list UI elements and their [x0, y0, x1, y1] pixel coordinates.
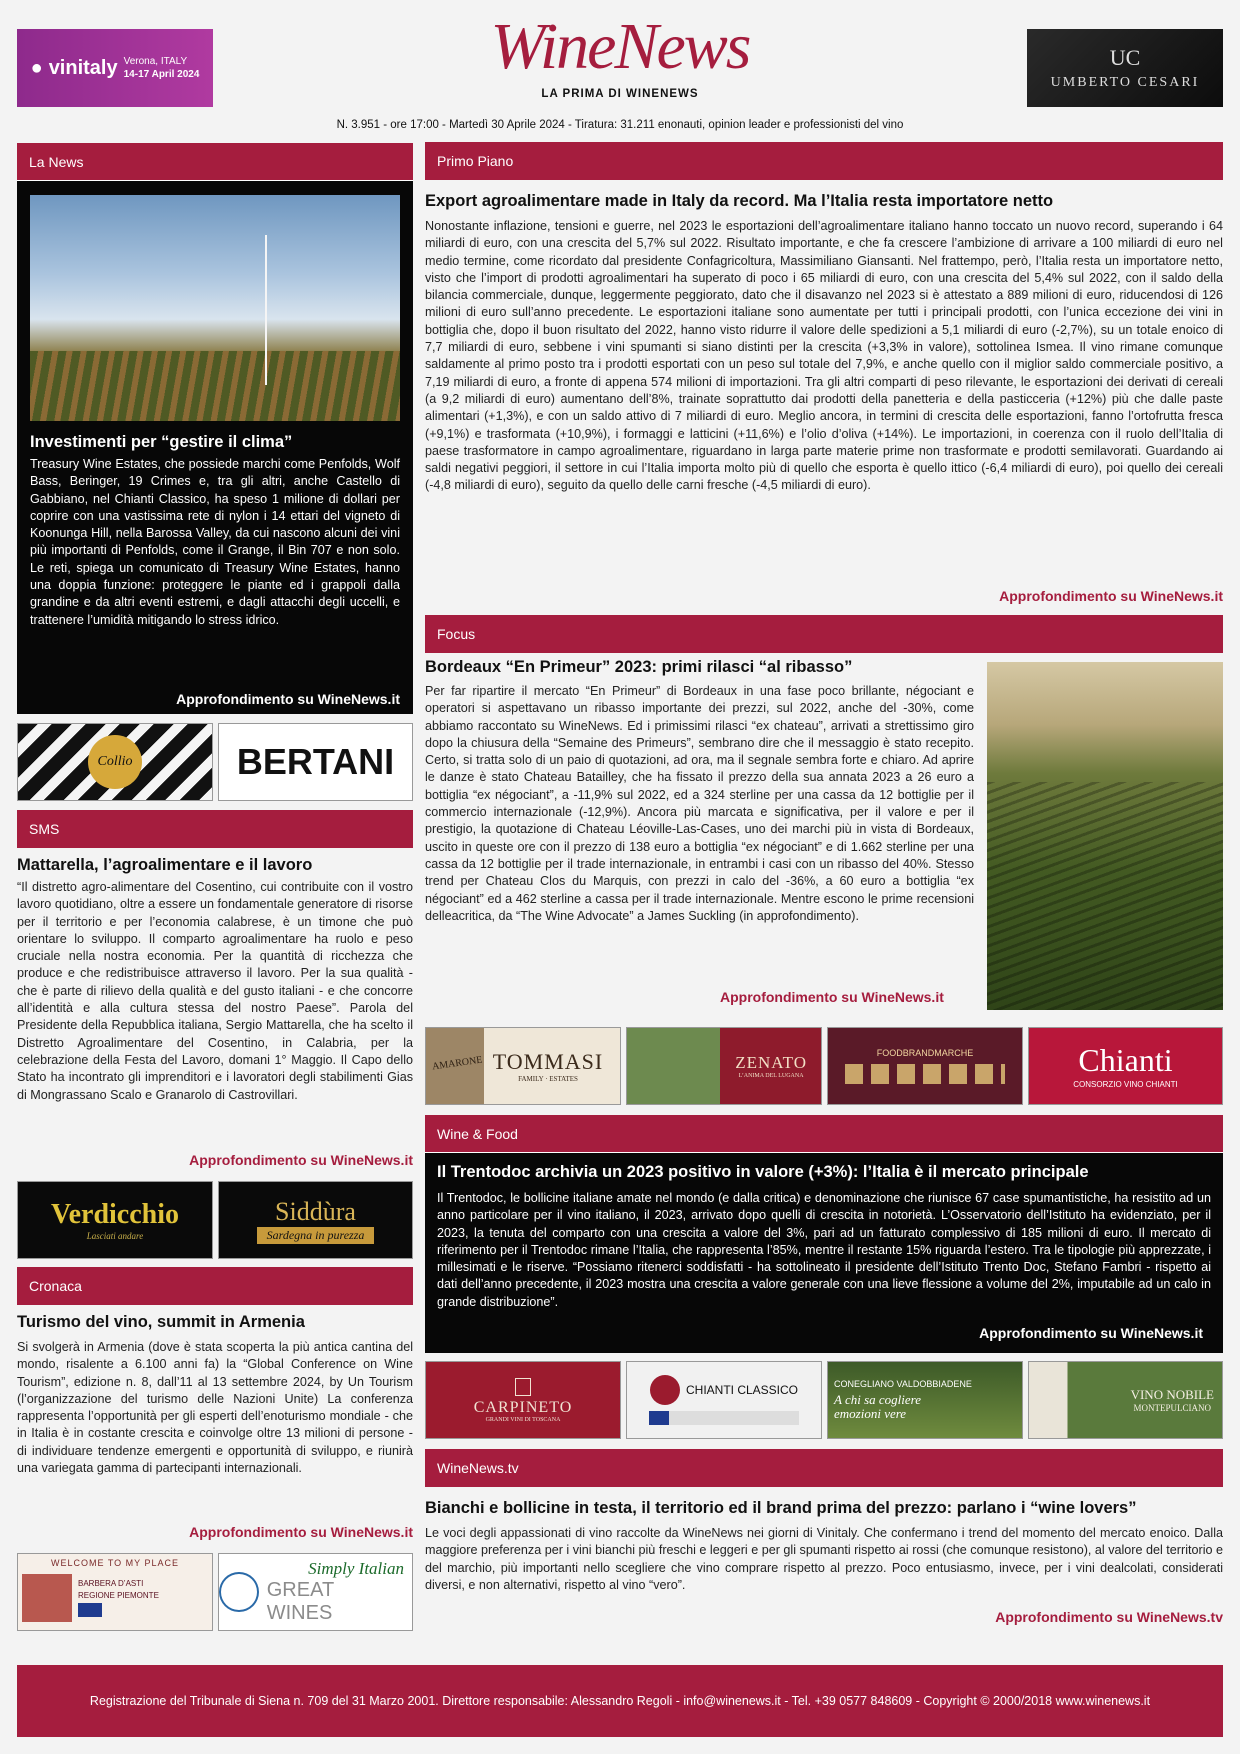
- regione-label: REGIONE PIEMONTE: [78, 1591, 159, 1600]
- eu-funding-icon: [649, 1411, 799, 1425]
- umberto-cesari-ad[interactable]: [1027, 29, 1223, 107]
- tommasi-sub: FAMILY · ESTATES: [518, 1075, 578, 1083]
- sms-section-bar: [17, 810, 413, 848]
- cronaca-body: Si svolgerà in Armenia (dove è stata scoperta la più antica cantina del mondo, risalente a 6.100 anni fa) la “Global Conference on Wine Tourism”, edizione n. 8, dall’11 al 13 settembre 2024, by Un Tourism (l’organizzazione del turismo delle Nazioni Unite) La conferenza rappresenta l’opportunità per gli esperti dell’enoturismo mondiale - che in Italia è in costante crescita e coinvolge oltre 13 milioni di persone - di individuare tendenze emergenti e opportunità di sviluppo, e riunirà una variegata gamma di partecipanti internazionali.: [17, 1340, 413, 1476]
- tv-body: Le voci degli appassionati di vino raccolte da WineNews nei giorni di Vinitaly. Che confermano i trend del momento del mercato enoico. Dalla maggiore preferenza per i vini bianchi più freschi e leggeri e per gli spumanti rispetto ai rossi (che comunque resistono), al valore del territorio e del marchio, più importanti nello scegliere che vino comprare rispetto al prezzo. Poco entusiasmo, invece, per i vini dealcolati, considerati diversi, e non alternativi, rispetto al vino “vero”.: [425, 1526, 1223, 1592]
- lanews-more-link[interactable]: Approfondimento su WineNews.it: [176, 691, 400, 707]
- winefood-section-label: Wine & Food: [437, 1125, 518, 1142]
- verdicchio-sub: Lasciati andare: [86, 1231, 144, 1241]
- zenato-label: ZENATO: [735, 1053, 807, 1072]
- primo-title[interactable]: Export agroalimentare made in Italy da record. Ma l’Italia resta importatore netto: [425, 192, 1054, 210]
- chianti-label: Chianti: [1078, 1041, 1173, 1078]
- lanews-photo: [30, 195, 400, 421]
- winefood-title[interactable]: Il Trentodoc archivia un 2023 positivo in valore (+3%): l’Italia è il mercato principale: [437, 1163, 1089, 1181]
- eu-flag-icon: [78, 1603, 102, 1617]
- focus-title[interactable]: Bordeaux “En Primeur” 2023: primi rilasci “al ribasso”: [425, 658, 853, 676]
- sms-more-link[interactable]: Approfondimento su WineNews.it: [189, 1152, 413, 1168]
- chianti-sub: CONSORZIO VINO CHIANTI: [1073, 1079, 1178, 1089]
- uc-mark: UC: [1109, 45, 1141, 70]
- footer-text: Registrazione del Tribunale di Siena n. 709 del 31 Marzo 2001. Direttore responsabile: Alessandro Regoli - info@winenews.it - Tel. +39 0577 848609 - Copyright © 2000/2018 www.winenews.it: [89, 1694, 1151, 1708]
- cronaca-section-label: Cronaca: [29, 1278, 82, 1294]
- lanews-body: Treasury Wine Estates, che possiede marchi come Penfolds, Wolf Bass, Beringer, 19 Crimes e, tra gli altri, anche Castello di Gabbiano, nel Chianti Classico, ha speso 1 milione di dollari per coprire con una vastissima rete di nylon i 14 ettari del vigneto di Koonunga Hill, nella Barossa Valley, da cui nascono alcuni dei vini più importanti di Penfolds, come il Grange, il Bin 707 e non solo. Le reti, spiega un comunicato di Treasury Wine Estates, hanno una doppia funzione: proteggere le piante ed i grappoli dalla grandine e da altri eventi estremi, e dagli attacchi degli uccelli, e trattenere l’umidità mitigando lo stress idrico.: [30, 457, 400, 627]
- nobile-sub: MONTEPULCIANO: [1133, 1403, 1212, 1413]
- chianti-ad[interactable]: [1028, 1027, 1223, 1105]
- focus-section-label: Focus: [437, 626, 476, 642]
- issue-line: N. 3.951 - ore 17:00 - Martedì 30 Aprile 2024 - Tiratura: 31.211 enonauti, opinion leader e professionisti del vino: [336, 119, 904, 131]
- great-wines-label: GREAT WINES: [266, 1579, 334, 1624]
- collio-ad[interactable]: [17, 723, 213, 801]
- simply-label: Simply Italian: [308, 1559, 404, 1578]
- tagline: LA PRIMA DI WINENEWS: [541, 88, 699, 100]
- lanews-box: [17, 143, 413, 714]
- welcome-label: WELCOME TO MY PLACE: [50, 1558, 180, 1568]
- bertani-label: BERTANI: [236, 741, 395, 782]
- tv-title[interactable]: Bianchi e bollicine in testa, il territorio ed il brand prima del prezzo: parlano i “wine lovers”: [425, 1499, 1137, 1517]
- cronaca-title[interactable]: Turismo del vino, summit in Armenia: [17, 1313, 305, 1331]
- tommasi-ad[interactable]: [425, 1027, 621, 1105]
- siddura-label: Siddùra: [275, 1196, 356, 1226]
- siddura-ad[interactable]: [218, 1181, 413, 1259]
- carpineto-label: CARPINETO: [473, 1398, 573, 1416]
- marche-label: FOODBRANDMARCHE: [876, 1048, 974, 1058]
- winefood-box: [425, 1115, 1223, 1353]
- primo-more-link[interactable]: Approfondimento su WineNews.it: [999, 588, 1223, 604]
- simply-italian-ad[interactable]: [218, 1553, 413, 1631]
- lanews-section-label: La News: [29, 153, 84, 170]
- focus-section-bar: [425, 615, 1223, 653]
- winefood-section-bar: [425, 1115, 1223, 1153]
- cronaca-more-link[interactable]: Approfondimento su WineNews.it: [189, 1524, 413, 1540]
- pylon-icon: [265, 235, 267, 385]
- zenato-ad[interactable]: [626, 1027, 822, 1105]
- carpineto-ad[interactable]: [425, 1361, 621, 1439]
- chianti-classico-label: CHIANTI CLASSICO: [685, 1383, 799, 1397]
- marche-seals-icon: [845, 1064, 1005, 1084]
- nobile-ad[interactable]: [1028, 1361, 1223, 1439]
- vinitaly-dates: 14-17 April 2024: [123, 69, 200, 80]
- iem-logo-icon: [219, 1572, 259, 1612]
- marche-ad[interactable]: [827, 1027, 1023, 1105]
- barbera-label: BARBERA D’ASTI: [78, 1579, 144, 1588]
- focus-body: Per far ripartire il mercato “En Primeur” di Bordeaux in una fase poco brillante, négociant e operatori si aspettavano un ribasso importante dei prezzi, sul 2022, anche del -30%, come abbiamo raccontato su WineNews. Ed i primissimi rilasci “ex chateau”, arrivati a strettissimo giro dopo la chiusura della “Semaine des Primeurs”, sembrano dire che il messaggio è stato recepito. Certo, si tratta solo di un paio di quotazioni, ad ora, ma il segnale sembra forte e chiaro. Ad aprire le danze è stato Chateau Batailley, che ha fissato il prezzo della sua annata 2023 a 26 euro a bottiglia “ex négociant”, a -11,9% sul 2022, ed a 324 sterline per una cassa da 12 bottiglie per il commercio internazionale (-12,9%). Ancora più marcata e significativa, per il valore e per il prestigio, la quotazione di Chateau Léoville-Las-Cases, uno dei marchi più in vista di Bordeaux, uscito in queste ore con il prezzo di 138 euro a bottiglia “ex négociant” e di 1.662 sterline per una cassa da 12 bottiglie per il trade internazionale, in entrambi i casi con un ribasso del 40%. Stesso trend per Chateau Clos du Marquis, con prezzi in calo del -36%, a 60 euro a bottiglia “ex négociant” ed a 462 sterline a cassa per il trade internazionale. Mentre escono le prime recensioni delleacritica, da “The Wine Advocate” a James Suckling (in approfondimento).: [425, 684, 974, 923]
- carpineto-sub: GRANDI VINI DI TOSCANA: [485, 1416, 561, 1423]
- grapes-icon: ●: [30, 56, 43, 79]
- uc-brand: UMBERTO CESARI: [1050, 75, 1200, 90]
- tv-section-bar: [425, 1449, 1223, 1487]
- winefood-body: Il Trentodoc, le bollicine italiane amate nel mondo (e dalla critica) e denominazione che riunisce 67 case spumantistiche, ha resistito ad un anno particolare per il vino italiano, il 2023, arrivato dopo quelli di crescita in notorietà. L’Osservatorio dell’Istituto ha evidenziato, per il 2023, la tenuta del comparto con una crescita a valore del 3%, pari ad un fatturato complessivo di 185 milioni di euro. Il mercato di riferimento per il Trentodoc rimane l’Italia, che rappresenta l’85%, mentre il restante 15% riguarda l’estero. Tra le tipologie più apprezzate, i millesimati e le riserve. “Possiamo ritenerci soddisfatti - ha sottolineato il presidente dell’Istituto Trento Doc, Stefano Fambri - rispetto ai dati dell’anno precedente, il 2023 mostra una crescita a valore generale con una lieve flessione a volume del 2%, imputabile ad un calo in grande distribuzione”.: [437, 1191, 1211, 1309]
- tv-more-link[interactable]: Approfondimento su WineNews.tv: [995, 1609, 1223, 1625]
- wine-glass-icon: [22, 1574, 72, 1622]
- sms-title[interactable]: Mattarella, l’agroalimentare e il lavoro: [17, 856, 313, 874]
- primo-section-label: Primo Piano: [437, 153, 514, 169]
- conegliano-ad[interactable]: [827, 1361, 1023, 1439]
- masthead: [430, 10, 810, 100]
- primo-section-bar: [425, 142, 1223, 180]
- tommasi-label: TOMMASI: [492, 1049, 604, 1074]
- cronaca-section-bar: [17, 1267, 413, 1305]
- verdicchio-ad[interactable]: [17, 1181, 213, 1259]
- nobile-label: VINO NOBILE: [1130, 1387, 1214, 1402]
- vineyard-photo: [987, 662, 1223, 1010]
- conegliano-sub: A chi sa cogliere emozioni vere: [834, 1392, 922, 1421]
- lanews-section-bar: [17, 143, 413, 181]
- verdicchio-label: Verdicchio: [50, 1199, 180, 1230]
- sms-body: “Il distretto agro-alimentare del Cosentino, cui contribuite con il vostro lavoro quotidiano, oltre a essere un fondamentale generatore di risorse per il territorio e per l’economia calabrese, è un timone che può orientare lo sviluppo. Il comparto agroalimentare ha ruolo e peso cruciale nella nostra economia. Per la quantità di ricchezza che produce e che redistribuisce attraverso il lavoro. Per la sua qualità - che è parte di rilievo della qualità e del gusto italiani - e che concorre all’identità e alla cultura stessa del nostro Paese”. Parola del Presidente della Repubblica italiana, Sergio Mattarella, che ha scelto il Distretto Agroalimentare del Cosentino, in Calabria, per la celebrazione della Festa del Lavoro, domani 1° Maggio. Il Capo dello Stato ha incontrato gli imprenditori e i lavoratori degli stabilimenti Gias di Mongrassano Scalo e Granarolo di Castrovillari.: [17, 880, 413, 1102]
- primo-body: Nonostante inflazione, tensioni e guerre, nel 2023 le esportazioni dell’agroalimentare italiano hanno toccato un nuovo record, superando i 64 miliardi di euro, con una crescita del 5,7% sul 2022. Risultato importante, e che fa crescere l’ambizione di arrivare a 100 miliardi di euro nel medio termine, come ricordato dal presidente Confagricoltura, Massimiliano Giansanti. Nel frattempo, però, l’Italia resta un importatore netto, visto che l’import di prodotti agroalimentari ha superato di poco i 65 miliardi di euro, con una crescita del 5,4% sul 2022, con il saldo della bilancia commerciale, dunque, leggermente peggiorato, dato che il disavanzo nel 2023 si è attestato a 889 milioni di euro, riducendosi di 126 milioni di euro sull’anno precedente. Le esportazioni italiane sono aumentate per tutti i principali prodotti, con l’unica eccezione dei vini in bottiglia che, dopo il buon risultato del 2022, hanno visto ridurre il valore delle spedizioni a 5,1 miliardi di euro (-2,7%), su un totale enoico di 7,7 miliardi di euro, sebbene i vini spumanti si siano distinti per la crescita (+3,3% in valore), sottolinea Ismea. Il vino rimane comunque saldamente al primo posto tra i prodotti esportati con un peso sul totale del 7,9%, e anche quello con il miglior saldo commerciale positivo, a 7,19 miliardi di euro, a fronte di appena 574 milioni di importazioni. Tra gli altri comparti di peso rilevante, le esportazioni dei derivati di cereali (a 9,2 miliardi di euro) aumentano dell’8%, trainate soprattutto dai prodotti della panetteria e della pasticceria (+12%) più che dalle paste alimentari (+1,3%), e con un saldo attivo di 7 miliardi di euro. Meglio ancora, in termini di crescita delle esportazioni, fanno l’ortofrutta fresca (+9,1%) e trasformata (+10,9%), i formaggi e latticini (+11,6%) e l’olio d’oliva (+14%). Le importazioni, in coerenza con il ruolo dell’Italia di paese trasformatore in campo agroalimentare, riguardano in larga parte materie prime non trasformate e prodotti semilavorati. Guardando ai saldi negativi peggiori, il settore in cui l’Italia importa molto più di quello che esporta è quello ittico (-6,4 miliardi di euro), poi quello dei cereali (-4,8 miliardi di euro), seguito da quello delle carni fresche (-4,5 miliardi di euro).: [425, 219, 1223, 493]
- conegliano-label: CONEGLIANO VALDOBBIADENE: [834, 1379, 972, 1389]
- winenews-logo[interactable]: WineNews: [490, 10, 750, 83]
- zenato-sub: L’ANIMA DEL LUGANA: [738, 1073, 804, 1079]
- bertani-ad[interactable]: [218, 723, 413, 801]
- lanews-title[interactable]: Investimenti per “gestire il clima”: [30, 433, 293, 451]
- black-rooster-icon: [650, 1375, 680, 1405]
- tv-section-label: WineNews.tv: [437, 1460, 519, 1476]
- sms-section-label: SMS: [29, 821, 60, 837]
- vinitaly-ad[interactable]: [17, 29, 213, 107]
- collio-label: Collio: [88, 735, 142, 789]
- focus-more-link[interactable]: Approfondimento su WineNews.it: [720, 989, 944, 1005]
- amarone-label: AMARONE: [431, 1054, 484, 1073]
- siddura-sub: Sardegna in purezza: [257, 1227, 375, 1244]
- footer: [17, 1665, 1223, 1737]
- chianti-classico-ad[interactable]: [626, 1361, 822, 1439]
- vinitaly-city: Verona, ITALY: [123, 56, 188, 67]
- vinitaly-brand: vinitaly: [48, 56, 118, 79]
- carpineto-crest-icon: [515, 1378, 531, 1396]
- winefood-more-link[interactable]: Approfondimento su WineNews.it: [979, 1325, 1203, 1341]
- welcome-ad[interactable]: [17, 1553, 213, 1631]
